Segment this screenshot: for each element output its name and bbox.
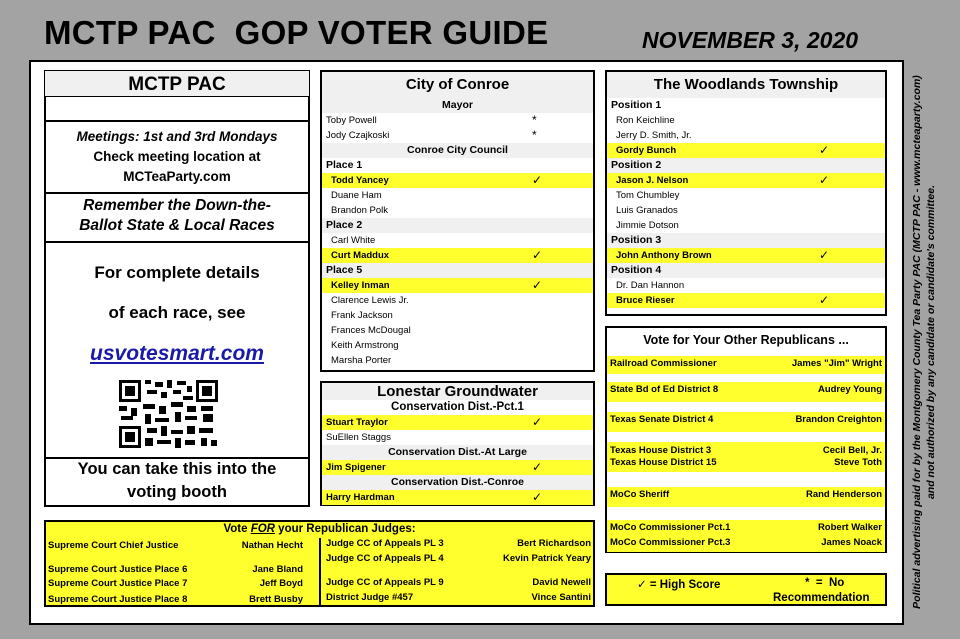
election-date: NOVEMBER 3, 2020 xyxy=(642,27,859,53)
candidate-name: Jody Czajkoski xyxy=(326,130,390,141)
candidate-row xyxy=(607,218,885,233)
meetings-line-1: Meetings: 1st and 3rd Mondays xyxy=(76,129,278,144)
judge-office: Supreme Court Justice Place 6 xyxy=(48,564,188,575)
section-label: Position 3 xyxy=(607,233,885,248)
candidate-row xyxy=(322,173,593,188)
section-label: Place 5 xyxy=(322,263,593,278)
candidate-name: John Anthony Brown xyxy=(616,250,712,261)
candidate-name: Frances McDougal xyxy=(331,325,411,336)
candidate-row xyxy=(322,113,593,128)
remember-note xyxy=(44,196,310,238)
check-icon: ✓ xyxy=(532,415,543,429)
candidate-name: Bruce Rieser xyxy=(616,295,675,306)
legend-box xyxy=(605,573,887,606)
remember-line-2: Ballot State & Local Races xyxy=(79,217,275,234)
judge-name: David Newell xyxy=(532,577,591,588)
judge-office: Supreme Court Justice Place 7 xyxy=(48,578,188,589)
candidate-name: Carl White xyxy=(331,235,376,246)
judge-name: Jeff Boyd xyxy=(259,578,303,589)
candidate-name: Clarence Lewis Jr. xyxy=(331,295,409,306)
section-label: Position 1 xyxy=(611,99,662,111)
office-row xyxy=(607,414,885,427)
race-title: The Woodlands Township xyxy=(607,72,885,98)
check-icon: ✓ xyxy=(532,248,543,262)
candidate-row xyxy=(607,128,885,143)
booth-line-1: You can take this into the xyxy=(77,460,277,478)
check-icon: ✓ xyxy=(532,278,543,292)
candidate-row xyxy=(322,430,593,445)
qr-code xyxy=(117,378,220,450)
check-icon: ✓ xyxy=(819,248,830,262)
position4-list xyxy=(607,278,885,308)
position1-list xyxy=(607,113,885,158)
section-label: Mayor xyxy=(322,98,593,113)
at-large-list xyxy=(322,460,593,475)
legend-star: * = No xyxy=(805,577,845,589)
candidate-row xyxy=(322,490,593,505)
judge-office: District Judge #457 xyxy=(326,592,414,603)
candidate-row xyxy=(322,308,593,323)
candidate-name: Tom Chumbley xyxy=(616,190,680,201)
conroe-district-list xyxy=(322,490,593,505)
judge-name: Jane Bland xyxy=(252,564,303,575)
candidate-name: Toby Powell xyxy=(326,115,377,126)
candidate-name: Curt Maddux xyxy=(331,250,390,261)
candidate-name: Luis Granados xyxy=(616,205,678,216)
place2-list xyxy=(322,233,593,263)
judges-divider xyxy=(319,538,321,605)
judge-office: Judge CC of Appeals PL 9 xyxy=(326,577,444,588)
disclaimer-line-1: Political advertising paid for by the Montgomery County Tea Party PAC (MCTP PAC - www.mcteaparty.com) xyxy=(911,75,923,609)
candidate-name: James "Jim" Wright xyxy=(791,358,882,369)
candidate-row xyxy=(607,248,885,263)
judge-office: Supreme Court Justice Place 8 xyxy=(48,594,188,605)
candidate-row xyxy=(607,278,885,293)
remember-line-1: Remember the Down-the- xyxy=(83,197,271,214)
candidate-row xyxy=(322,323,593,338)
candidate-name: Jason J. Nelson xyxy=(616,175,689,186)
candidate-name: Gordy Bunch xyxy=(616,145,677,156)
office-name: MoCo Commissioner Pct.3 xyxy=(610,537,731,548)
office-row xyxy=(607,384,885,397)
section-label: Place 2 xyxy=(322,218,593,233)
candidate-row xyxy=(322,188,593,203)
candidate-name: Cecil Bell, Jr. xyxy=(822,445,882,456)
candidate-name: Dr. Dan Hannon xyxy=(616,280,685,291)
office-row xyxy=(607,537,885,550)
candidate-name: Jim Spigener xyxy=(326,462,386,473)
office-name: Railroad Commissioner xyxy=(610,358,717,369)
candidate-row xyxy=(607,203,885,218)
section-label: Conservation Dist.-Conroe xyxy=(322,475,593,490)
details-line-1: For complete details xyxy=(94,263,260,282)
city-of-conroe-box xyxy=(320,70,595,372)
meetings-info xyxy=(44,127,310,189)
booth-note xyxy=(44,458,310,504)
divider xyxy=(44,120,310,122)
office-name: Texas House District 15 xyxy=(610,457,717,468)
legend-star-desc: Recommendation xyxy=(773,592,870,604)
usvotesmart-link[interactable]: usvotesmart.com xyxy=(90,342,264,365)
candidate-name: Harry Hardman xyxy=(326,492,395,503)
check-icon: ✓ xyxy=(532,460,543,474)
judge-office: Supreme Court Chief Justice xyxy=(48,540,179,551)
section-label: Conroe City Council xyxy=(322,143,593,158)
candidate-row xyxy=(322,128,593,143)
position3-list xyxy=(607,248,885,263)
place1-list xyxy=(322,173,593,218)
check-icon: ✓ xyxy=(532,173,543,187)
judges-title: Vote FOR your Republican Judges: xyxy=(223,523,416,535)
judges-box xyxy=(44,520,595,607)
candidate-row xyxy=(322,278,593,293)
section-label: Position 2 xyxy=(607,158,885,173)
other-republicans-box xyxy=(605,326,887,553)
office-name: MoCo Commissioner Pct.1 xyxy=(610,522,731,533)
candidate-name: Brandon Polk xyxy=(331,205,389,216)
divider xyxy=(44,192,310,194)
candidate-name: Frank Jackson xyxy=(331,310,393,321)
candidate-row xyxy=(607,188,885,203)
candidate-name: Audrey Young xyxy=(817,384,882,395)
office-name: State Bd of Ed District 8 xyxy=(610,384,719,395)
candidate-name: Kelley Inman xyxy=(331,280,390,291)
section-label: Conservation Dist.-At Large xyxy=(322,445,593,460)
pac-heading: MCTP PAC xyxy=(44,70,310,97)
candidate-name: Robert Walker xyxy=(817,522,882,533)
legend-check: ✓ = High Score xyxy=(637,579,721,591)
candidate-name: Ron Keichline xyxy=(616,115,675,126)
candidate-row xyxy=(322,415,593,430)
office-name: Texas House District 3 xyxy=(610,445,712,456)
section-title: Vote for Your Other Republicans ... xyxy=(643,333,849,347)
judge-office: Judge CC of Appeals PL 3 xyxy=(326,538,444,549)
candidate-row xyxy=(322,338,593,353)
candidate-name: SuEllen Staggs xyxy=(326,432,391,443)
candidate-row xyxy=(322,233,593,248)
mayor-list xyxy=(322,113,593,143)
check-icon: ✓ xyxy=(819,293,830,307)
candidate-name: Brandon Creighton xyxy=(795,414,882,425)
office-row xyxy=(607,457,885,470)
check-icon: ✓ xyxy=(532,490,543,504)
lonestar-groundwater-box xyxy=(320,381,595,506)
candidate-name: Keith Armstrong xyxy=(331,340,399,351)
candidate-name: Todd Yancey xyxy=(331,175,389,186)
divider xyxy=(44,241,310,243)
judge-name: Vince Santini xyxy=(531,592,591,603)
meetings-line-3: MCTeaParty.com xyxy=(123,169,231,184)
woodlands-township-box xyxy=(605,70,887,316)
office-name: Texas Senate District 4 xyxy=(610,414,714,425)
candidate-name: Marsha Porter xyxy=(331,355,392,366)
candidate-name: Jerry D. Smith, Jr. xyxy=(616,130,692,141)
section-label: Conservation Dist.-Pct.1 xyxy=(322,400,593,415)
page-title: MCTP PAC GOP VOTER GUIDE xyxy=(44,14,549,51)
race-title: City of Conroe xyxy=(322,72,593,98)
race-title: Lonestar Groundwater xyxy=(322,383,593,400)
candidate-name: Stuart Traylor xyxy=(326,417,388,428)
asterisk-icon: * xyxy=(532,113,537,127)
candidate-row xyxy=(322,460,593,475)
judge-office: Judge CC of Appeals PL 4 xyxy=(326,553,444,564)
office-row xyxy=(607,522,885,535)
candidate-name: Jimmie Dotson xyxy=(616,220,679,231)
candidate-row xyxy=(607,293,885,308)
candidate-row xyxy=(322,293,593,308)
candidate-name: Duane Ham xyxy=(331,190,382,201)
candidate-name: James Noack xyxy=(821,537,882,548)
position2-list xyxy=(607,173,885,233)
section-label: Place 1 xyxy=(326,159,363,171)
judge-name: Bert Richardson xyxy=(517,538,591,549)
disclaimer xyxy=(902,68,946,616)
pct1-list xyxy=(322,415,593,445)
candidate-row xyxy=(607,113,885,128)
disclaimer-line-2: and not authorized by any candidate or candidate's committee. xyxy=(925,184,937,500)
place5-list xyxy=(322,278,593,368)
judge-name: Kevin Patrick Yeary xyxy=(502,553,591,564)
candidate-row xyxy=(322,203,593,218)
judge-name: Nathan Hecht xyxy=(241,540,303,551)
candidate-name: Steve Toth xyxy=(834,457,882,468)
meetings-line-2: Check meeting location at xyxy=(93,149,261,164)
candidate-row xyxy=(607,143,885,158)
judge-name: Brett Busby xyxy=(249,594,303,605)
candidate-row xyxy=(607,173,885,188)
office-name: MoCo Sheriff xyxy=(610,489,670,500)
details-line-2: of each race, see xyxy=(108,303,246,322)
section-label: Position 4 xyxy=(607,263,885,278)
office-row xyxy=(607,489,885,502)
office-row xyxy=(607,358,885,371)
candidate-row xyxy=(322,248,593,263)
check-icon: ✓ xyxy=(819,173,830,187)
asterisk-icon: * xyxy=(532,128,537,142)
candidate-name: Rand Henderson xyxy=(805,489,882,500)
candidate-row xyxy=(322,353,593,368)
booth-line-2: voting booth xyxy=(127,483,227,501)
check-icon: ✓ xyxy=(819,143,830,157)
details-note xyxy=(44,258,310,338)
